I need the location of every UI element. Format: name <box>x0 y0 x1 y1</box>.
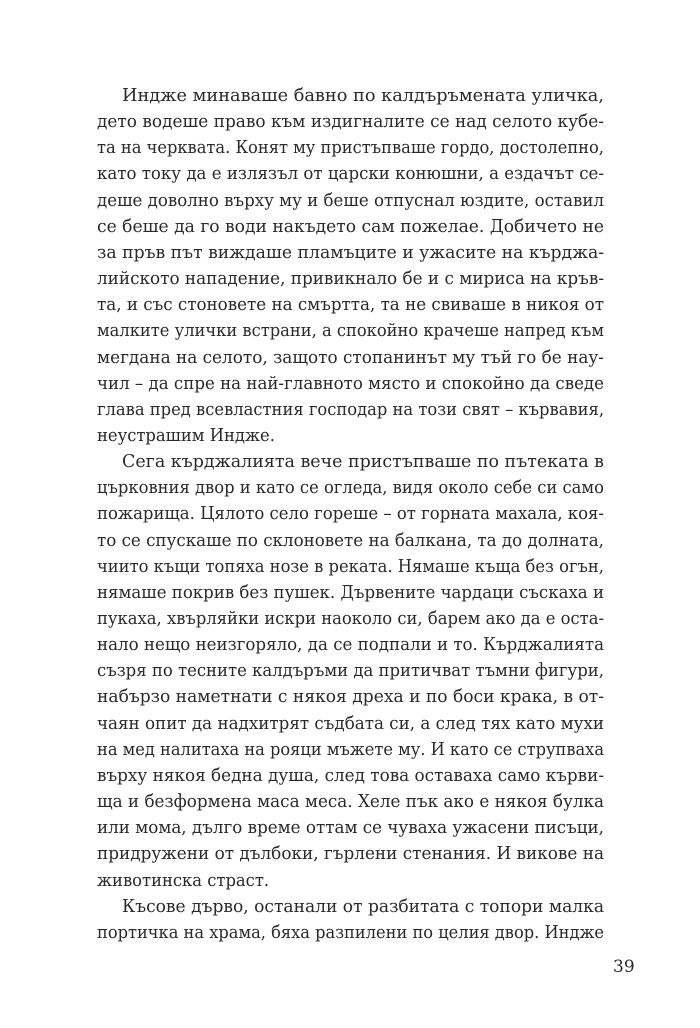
text-line-content: като току да е излязъл от царски конюшни, а ездачът се- <box>97 164 604 185</box>
text-line-content: мегдана на селото, защото стопанинът му тъй го бе нау- <box>97 347 605 368</box>
text-line-content: набързо наметнати с някоя дреха и по боси крака, в от- <box>97 687 605 708</box>
text-line-content: нямаше покрив без пушек. Дървените чардаци съскаха и <box>97 582 605 603</box>
text-line-content: та, и със стоновете на смъртта, та не свиваше в никоя от <box>97 295 604 316</box>
text-line-content: чиито къщи топяха нозе в реката. Нямаше къща без огън, <box>97 556 604 577</box>
text-line-content: животинска страст. <box>97 870 270 891</box>
text-line-content: деше доволно върху му и беше отпуснал юздите, оставил <box>97 190 605 211</box>
text-line-content: неустрашим Индже. <box>97 425 275 446</box>
text-line-content: дето водеше право към издигналите се над селото кубе- <box>97 112 604 133</box>
text-line-content: пожарища. Цялото село гореше – от горната махала, коя- <box>97 504 605 525</box>
text-line-content: църковния двор и като се огледа, видя около себе си само <box>97 478 604 499</box>
text-line-content: глава пред всевластния господар на този свят – кървавия, <box>97 399 605 420</box>
text-line-content: Индже минаваше бавно по калдъръмената уличка, <box>122 86 604 106</box>
text-line <box>0 923 700 953</box>
text-line-content: съзря по тесните калдъръми да притичват тъмни фигури, <box>97 661 604 682</box>
text-line-content: Късове дърво, останали от разбитата с топори малка <box>122 896 605 917</box>
text-line-content: на мед налитаха на рояци мъжете му. И като се струпваха <box>97 739 605 760</box>
text-line-content: върху някоя бедна душа, след това оставаха само кърви- <box>97 765 605 786</box>
text-line-content: пукаха, хвърляйки искри наоколо си, барем ако да е оста- <box>97 609 604 629</box>
text-line-content: чил – да спре на най-главното място и спокойно да сведе <box>97 373 604 394</box>
text-line-content: лийското нападение, привикнало бе и с мириса на кръв- <box>97 269 605 289</box>
text-line-content: придружени от дълбоки, гърлени стенания. И викове на <box>97 844 605 865</box>
text-line-content: малките улички встрани, а спокойно крачеше напред към <box>97 321 604 342</box>
text-line-content: или мома, дълго време оттам се чуваха ужасени писъци, <box>97 818 604 839</box>
text-line-content: та на черквата. Конят му пристъпваше гордо, достолепно, <box>97 138 604 159</box>
text-line-content: портичка на храма, бяха разпилени по целия двор. Индже <box>97 922 604 943</box>
text-line-content: Сега кърджалията вече пристъпваше по пътеката в <box>122 452 604 473</box>
text-line-content: то се спускаше по склоновете на балкана, та до долната, <box>97 530 604 551</box>
text-line-content: чаян опит да надхитрят съдбата си, а след тях като мухи <box>97 713 605 734</box>
text-line-content: нало нещо неизгоряло, да се подпали и то. Кърджалията <box>97 635 605 656</box>
page-number: 39 <box>613 957 635 977</box>
text-line-content: за пръв път виждаше пламъците и ужасите на кърджа- <box>97 242 605 263</box>
text-line-content: се беше да го води накъдето сам пожелае. Добичето не <box>97 216 605 237</box>
text-line-content: ща и безформена маса меса. Хеле пък ако е някоя булка <box>97 792 605 812</box>
